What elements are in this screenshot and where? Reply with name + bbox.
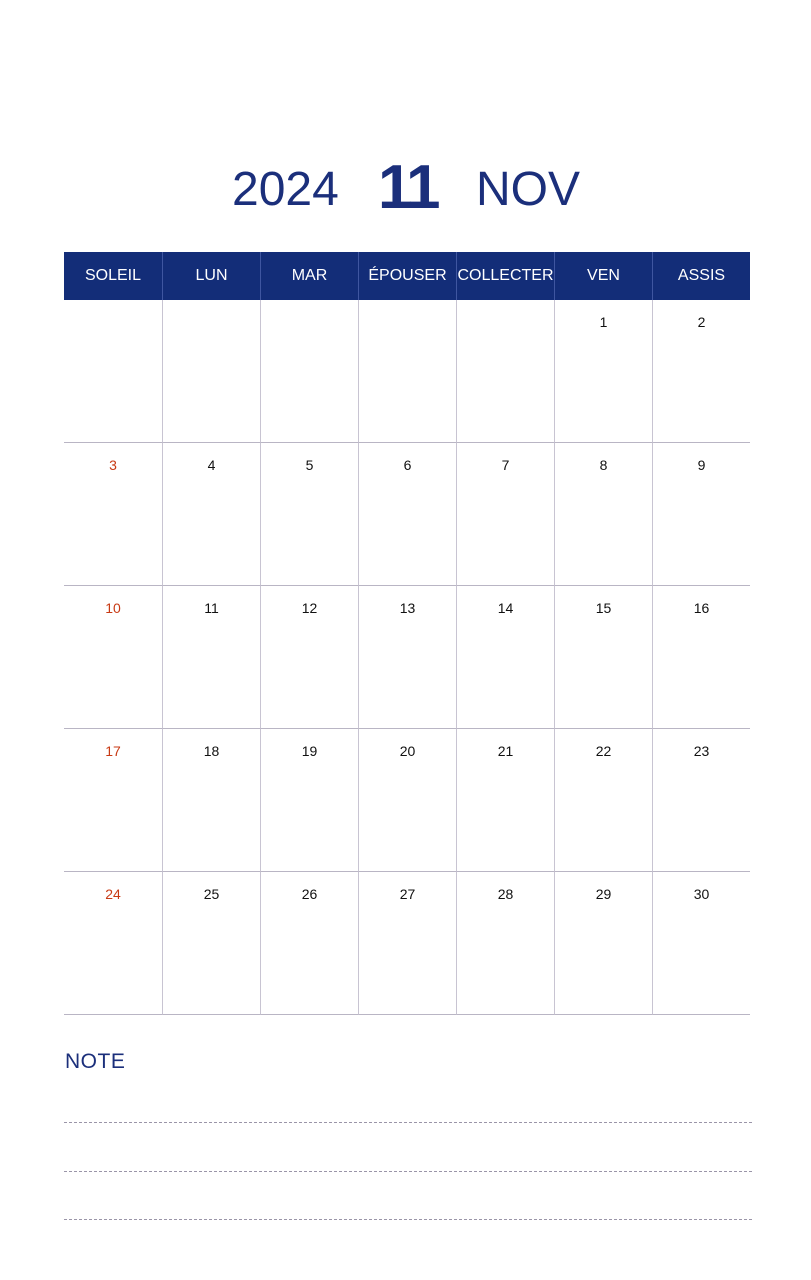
weekday-header: ASSIS: [652, 252, 750, 300]
day-cell[interactable]: [456, 443, 554, 586]
day-number: 19: [301, 743, 318, 759]
day-cell[interactable]: [652, 872, 750, 1015]
day-number: 18: [203, 743, 220, 759]
calendar-title: [0, 150, 811, 230]
day-cell[interactable]: [456, 729, 554, 872]
day-number: 13: [399, 600, 416, 616]
calendar-grid: [64, 252, 750, 1015]
day-number: 1: [599, 314, 608, 330]
day-number: 9: [697, 457, 706, 473]
day-cell[interactable]: [260, 872, 358, 1015]
day-number: 15: [595, 600, 612, 616]
day-cell[interactable]: [64, 872, 162, 1015]
day-number: 26: [301, 886, 318, 902]
day-cell[interactable]: [652, 443, 750, 586]
day-number: 7: [501, 457, 510, 473]
day-cell[interactable]: [456, 300, 554, 443]
day-cell[interactable]: [64, 586, 162, 729]
notes-section: [64, 1050, 752, 1074]
day-number: 2: [697, 314, 706, 330]
day-number: 11: [204, 600, 219, 616]
day-cell[interactable]: [554, 729, 652, 872]
day-cell[interactable]: [358, 300, 456, 443]
day-number: 23: [693, 743, 710, 759]
weekday-header: ÉPOUSER: [358, 252, 456, 300]
day-cell[interactable]: [162, 729, 260, 872]
day-cell[interactable]: [358, 872, 456, 1015]
day-number: 30: [693, 886, 710, 902]
day-number: 22: [595, 743, 612, 759]
weekday-header: VEN: [554, 252, 652, 300]
day-cell[interactable]: [64, 443, 162, 586]
day-cell[interactable]: [64, 729, 162, 872]
day-number: 24: [105, 886, 121, 902]
year-label: 2024: [232, 163, 339, 216]
day-number: 10: [105, 600, 121, 616]
day-number: 12: [301, 600, 318, 616]
day-cell[interactable]: [456, 872, 554, 1015]
weekday-header: SOLEIL: [84, 267, 142, 284]
note-line[interactable]: [64, 1122, 752, 1123]
day-number: 14: [497, 600, 514, 616]
day-number: 4: [207, 457, 216, 473]
weekday-header: LUN: [162, 252, 260, 300]
day-cell[interactable]: [554, 443, 652, 586]
day-number: 21: [497, 743, 514, 759]
day-cell[interactable]: [162, 443, 260, 586]
day-cell[interactable]: [652, 586, 750, 729]
weekday-header-row: [64, 252, 750, 300]
day-number: 5: [305, 457, 314, 473]
weekday-header: COLLECTER: [456, 252, 554, 300]
day-cell[interactable]: [162, 300, 260, 443]
day-cell[interactable]: [652, 729, 750, 872]
day-number: 17: [105, 743, 121, 759]
day-cell[interactable]: [358, 586, 456, 729]
day-cell[interactable]: [162, 872, 260, 1015]
note-line[interactable]: [64, 1219, 752, 1220]
weekday-header: MAR: [260, 252, 358, 300]
month-name: NOV: [476, 163, 581, 216]
day-cell[interactable]: [260, 586, 358, 729]
day-cell[interactable]: [260, 443, 358, 586]
day-cell[interactable]: [652, 300, 750, 443]
day-number: 3: [109, 457, 117, 473]
day-cell[interactable]: [358, 729, 456, 872]
day-number: 16: [693, 600, 710, 616]
day-number: 8: [599, 457, 608, 473]
day-cell[interactable]: [554, 300, 652, 443]
day-cell[interactable]: [64, 300, 162, 443]
day-number: 25: [203, 886, 220, 902]
day-cell[interactable]: [456, 586, 554, 729]
day-cell[interactable]: [554, 872, 652, 1015]
notes-title: NOTE: [65, 1050, 126, 1073]
day-cell[interactable]: [358, 443, 456, 586]
day-cell[interactable]: [162, 586, 260, 729]
day-cell[interactable]: [554, 586, 652, 729]
day-number: 29: [595, 886, 612, 902]
day-cell[interactable]: [260, 300, 358, 443]
day-number: 27: [399, 886, 416, 902]
day-number: 28: [497, 886, 514, 902]
days-grid: [64, 300, 750, 1015]
note-line[interactable]: [64, 1171, 752, 1172]
day-number: 20: [399, 743, 416, 759]
month-number: 11: [378, 153, 438, 222]
day-cell[interactable]: [260, 729, 358, 872]
day-number: 6: [403, 457, 412, 473]
